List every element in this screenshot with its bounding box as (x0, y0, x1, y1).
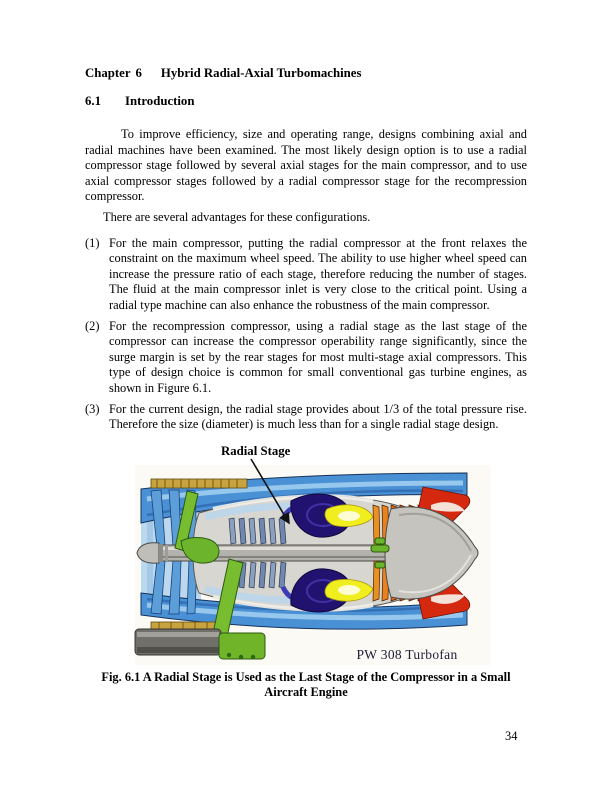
list-item-number: (2) (85, 318, 100, 333)
chapter-heading (85, 66, 527, 81)
list-item-number: (1) (85, 235, 100, 250)
intro-paragraph: To improve efficiency, size and operating range, designs combining axial and radial machines have been examined. The most likely design option is to use a radial compressor stage followed by several axial stages for the main compressor, and to use axial compressor stages followed by a radial compressor stage for the recompression compressor. (85, 127, 527, 204)
advantages-lead: There are several advantages for these configurations. (103, 209, 371, 224)
list-item-number: (3) (85, 401, 100, 416)
chapter-label: Chapter (85, 66, 131, 80)
chapter-number: 6 (135, 66, 142, 80)
mounting-rail-top (151, 479, 247, 488)
list-item-text: For the main compressor, putting the radial compressor at the front relaxes the constraint on the maximum wheel speed. The ability to use higher wheel speed can increase the pressure ratio of each stage, therefore reducing the number of stages. The fluid at the main compressor inlet is very close to the critical point. Using a radial type machine can also enhance the robustness of the main compressor. (109, 235, 527, 312)
list-item (85, 236, 527, 314)
figure-6-1 (135, 443, 491, 665)
figure-caption-line1: Fig. 6.1 A Radial Stage is Used as the Last Stage of the Compressor in a Small (101, 669, 511, 684)
section-title: Introduction (125, 94, 195, 108)
section-number: 6.1 (85, 94, 101, 108)
list-item (85, 402, 527, 433)
section-heading (85, 94, 527, 109)
chapter-title: Hybrid Radial-Axial Turbomachines (160, 66, 362, 80)
turbofan-cutaway-figure (135, 465, 491, 665)
figure-caption (85, 670, 527, 702)
engine-model-label: PW 308 Turbofan (356, 646, 458, 662)
page-number: 34 (505, 729, 518, 743)
radial-stage-annotation: Radial Stage (221, 443, 291, 458)
accessory-gearbox (135, 629, 265, 659)
list-item-text: For the recompression compressor, using a radial stage as the last stage of the compressor can increase the compressor operability range significantly, since the surge margin is set by the rear stages for most multi-stage axial compressors. This type of design choice is common for small conventional gas turbine engines, as shown in Figure 6.1. (109, 318, 527, 395)
list-item (85, 319, 527, 397)
figure-caption-line2: Aircraft Engine (264, 685, 348, 700)
page-content (85, 0, 527, 701)
list-item-text: For the current design, the radial stage provides about 1/3 of the total pressure rise. Therefore the size (diameter) is much less than for a single radial stage design. (109, 401, 527, 432)
